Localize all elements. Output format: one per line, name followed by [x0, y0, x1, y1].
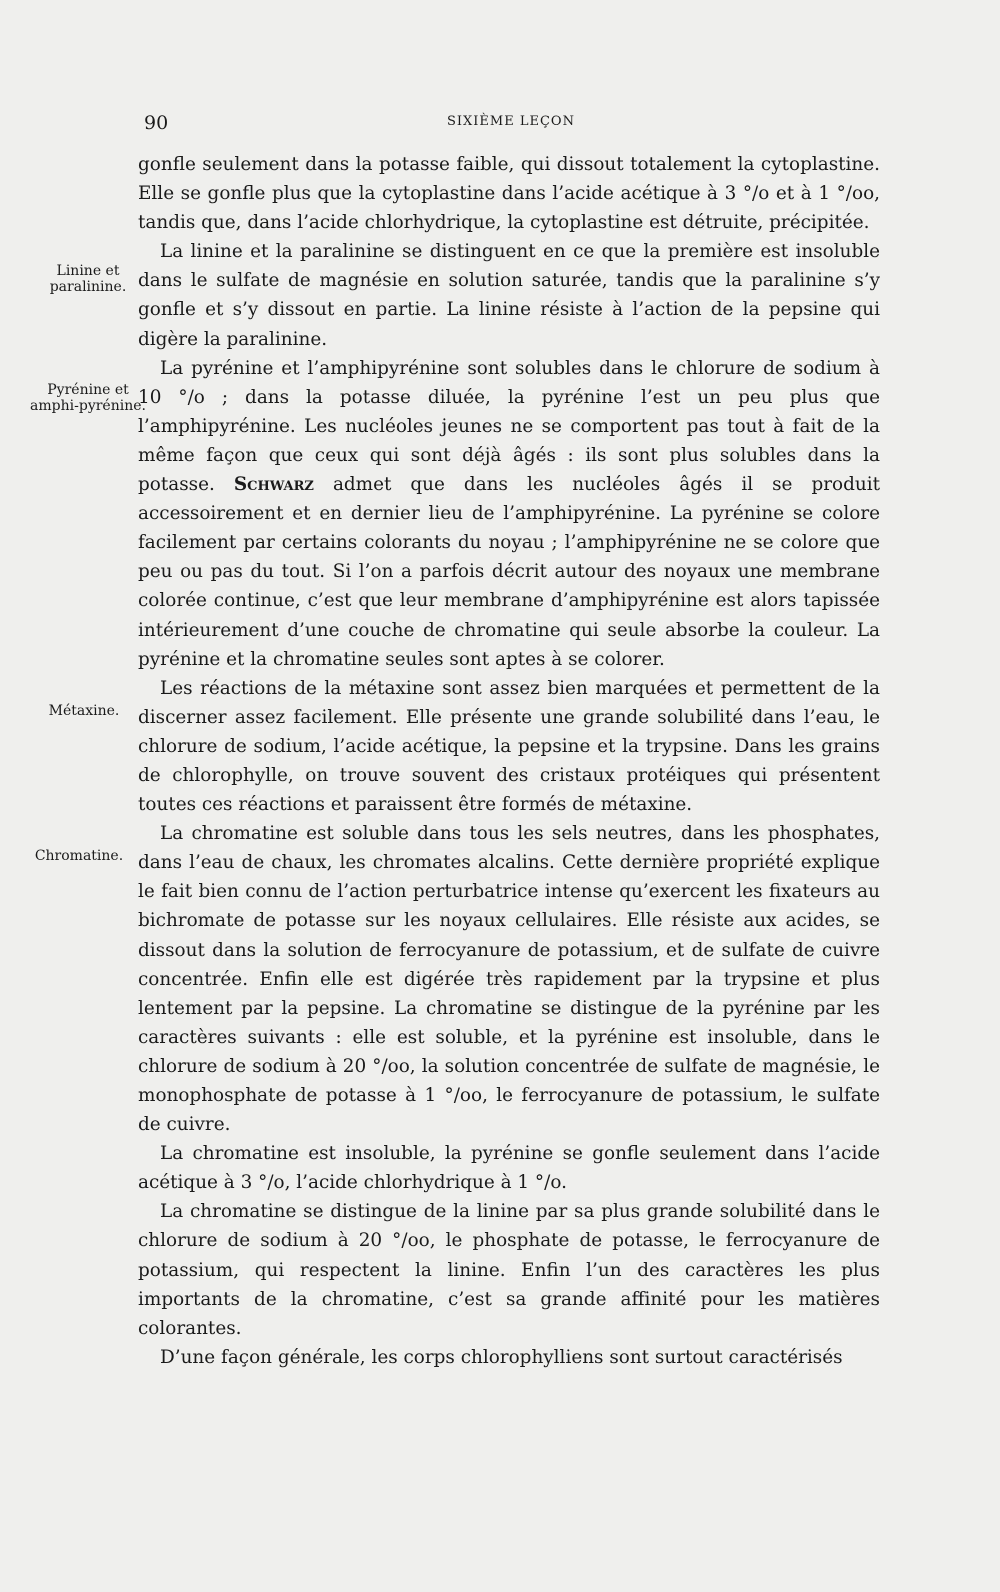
margin-note-metaxine: Métaxine.: [48, 703, 120, 719]
paragraph-text: La pyrénine et l’amphipyrénine sont solubles dans le chlorure de sodium à 10 °/o ; dans la potasse diluée, la pyrénine l’est un peu plus que l’amphipyrénine. Les nucléoles jeunes ne se comportent pas tout à fait de la même façon que ceux qui sont déjà âgés : ils sont plus solubles dans la potasse.: [138, 357, 880, 496]
author-name: Schwarz: [233, 474, 314, 496]
running-head: SIXIÈME LEÇON: [447, 114, 575, 129]
paragraph: gonfle seulement dans la potasse faible, qui dissout totalement la cytoplastine. Elle se gonfle plus que la cytoplastine dans l’acide acétique à 3 °/o et à 1 °/oo, tandis que, dans l’acide chlorhydrique, la cytoplastine est détruite, précipitée.: [138, 154, 880, 234]
margin-note-linine: Linine et paralinine.: [49, 263, 127, 295]
paragraph: La linine et la paralinine se distinguent en ce que la première est insoluble dans le sulfate de magnésie en solution saturée, tandis que la paralinine s’y gonfle et s’y dissout en partie. La linine résiste à l’action de la pepsine qui digère la paralinine.: [138, 241, 880, 350]
paragraph: Les réactions de la métaxine sont assez bien marquées et permettent de la discerner assez facilement. Elle présente une grande solubilité dans l’eau, le chlorure de sodium, l’acide acétique, la pepsine et la trypsine. Dans les grains de chlorophylle, on trouve souvent des cristaux protéiques qui présentent toutes ces réactions et paraissent être formés de métaxine.: [138, 677, 880, 816]
margin-note-chromatine: Chromatine.: [34, 848, 124, 864]
paragraph: La chromatine est soluble dans tous les sels neutres, dans les phosphates, dans l’eau de chaux, les chromates alcalins. Cette dernière propriété explique le fait bien connu de l’action perturbatrice intense qu’exercent les fixateurs au bichromate de potasse sur les noyaux cellulaires. Elle résiste aux acides, se dissout dans la solution de ferrocyanure de potassium, et de sulfate de cuivre concentrée. Enfin elle est digérée très rapidement par la trypsine et plus lentement par la pepsine. La chromatine se distingue de la pyrénine par les caractères suivants : elle est soluble, et la pyrénine est insoluble, dans le chlorure de sodium à 20 °/oo, la solution concentrée de sulfate de magnésie, le monophosphate de potasse à 1 °/oo, le ferrocyanure de potassium, le sulfate de cuivre.: [138, 823, 880, 1136]
margin-note-pyrenine: Pyrénine et amphi-pyrénine.: [30, 382, 146, 414]
paragraph: La chromatine se distingue de la linine par sa plus grande solubilité dans le chlorure de sodium à 20 °/oo, le phosphate de potasse, le ferrocyanure de potassium, qui respectent la linine. Enfin l’un des caractères les plus importants de la chromatine, c’est sa grande affinité pour les matières colorantes.: [138, 1201, 880, 1339]
paragraph: D’une façon générale, les corps chlorophylliens sont surtout caractérisés: [160, 1346, 843, 1368]
paragraph-text: admet que dans les nucléoles âgés il se produit accessoirement et en dernier lieu de l’amphipyrénine. La pyrénine se colore facilement par certains colorants du noyau ; l’amphipyrénine ne se colore que peu ou pas du tout. Si l’on a parfois décrit autour des noyaux une membrane colorée continue, c’est que leur membrane d’amphipyrénine est alors tapissée intérieurement d’une couche de chromatine qui seule absorbe la couleur. La pyrénine et la chromatine seules sont aptes à se colorer.: [138, 474, 880, 670]
paragraph: [138, 354, 880, 674]
body-text: [138, 150, 880, 1372]
page-number: 90: [144, 112, 169, 134]
paragraph: La chromatine est insoluble, la pyrénine se gonfle seulement dans l’acide acétique à 3 °/o, l’acide chlorhydrique à 1 °/o.: [138, 1143, 880, 1194]
